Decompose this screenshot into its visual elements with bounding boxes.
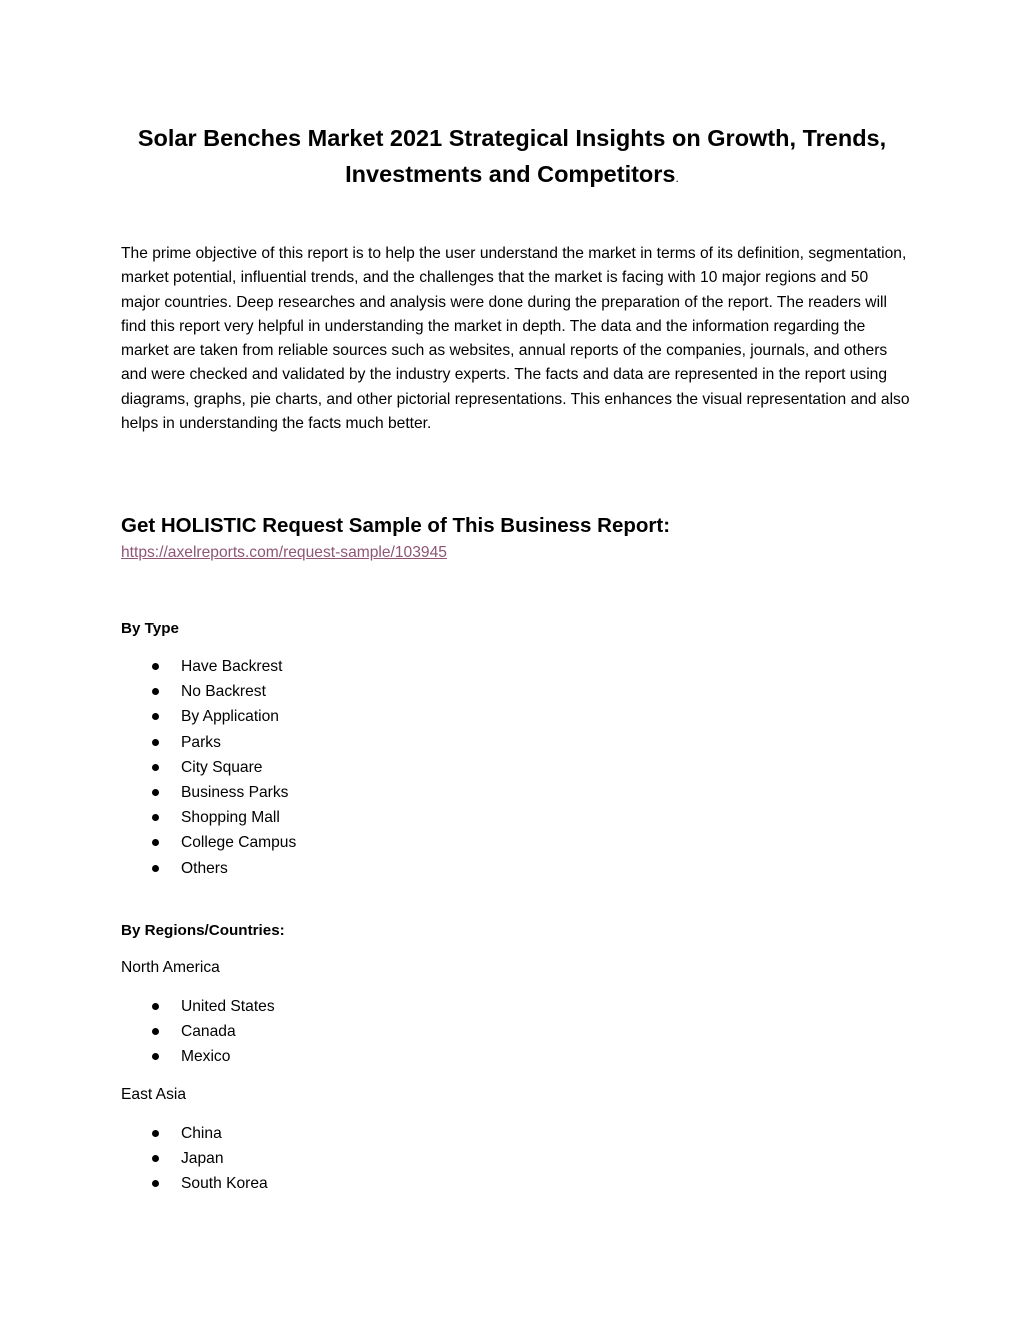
bullet-icon (152, 1028, 159, 1035)
list-item-text: Canada (181, 1023, 236, 1041)
intro-paragraph: The prime objective of this report is to help the user understand the market in terms of its definition, segmentation, market potential, influential trends, and the challenges that the market is facing with 10 major regions and 50 major countries. Deep researches and analysis were done during the preparation of the report. The readers will find this report very helpful in understanding the market in depth. The data and the information regarding the market are taken from reliable sources such as websites, annual reports of the companies, journals, and others and were checked and validated by the industry experts. The facts and data are represented in the report using diagrams, graphs, pie charts, and other pictorial representations. This enhances the visual representation and also helps in understanding the facts much better. (121, 245, 910, 433)
bullet-icon (152, 865, 159, 872)
bullet-icon (152, 1180, 159, 1187)
east-asia-label: East Asia (121, 1086, 187, 1103)
bullet-icon (152, 713, 159, 720)
sample-request-link[interactable]: https://axelreports.com/request-sample/103945 (121, 544, 447, 561)
list-item-text: Have Backrest (181, 658, 283, 675)
bullet-icon (152, 1053, 159, 1060)
list-item-text: Mexico (181, 1048, 231, 1066)
bullet-icon (152, 764, 159, 771)
list-item-text: South Korea (181, 1175, 268, 1193)
bullet-icon (152, 1155, 159, 1162)
bullet-icon (152, 739, 159, 746)
report-title-suffix: . (675, 171, 679, 185)
bullet-icon (152, 1130, 159, 1137)
bullet-icon (152, 688, 159, 695)
list-item-text: College Campus (181, 834, 297, 852)
list-item-text: City Square (181, 758, 263, 776)
list-item-text: No Backrest (181, 683, 266, 701)
list-item-text: Others (181, 859, 228, 877)
list-item-text: By Application (181, 708, 279, 726)
bullet-icon (152, 839, 159, 846)
bullet-icon (152, 789, 159, 796)
bullet-icon (152, 663, 159, 670)
bullet-icon (152, 814, 159, 821)
report-title (100, 120, 924, 196)
by-type-label: By Type (121, 620, 179, 637)
report-title-text: Solar Benches Market 2021 Strategical Insights on Growth, Trends, Investments and Competitors (137, 125, 887, 187)
sample-request-heading: Get HOLISTIC Request Sample of This Business Report: (121, 514, 671, 537)
list-item-text: China (181, 1125, 222, 1142)
list-item-text: Business Parks (181, 783, 289, 801)
list-item-text: United States (181, 998, 275, 1015)
by-regions-label: By Regions/Countries: (121, 922, 285, 939)
list-item-text: Japan (181, 1150, 224, 1168)
bullet-icon (152, 1003, 159, 1010)
list-item-text: Shopping Mall (181, 809, 280, 827)
list-item-text: Parks (181, 733, 221, 751)
north-america-label: North America (121, 959, 220, 976)
